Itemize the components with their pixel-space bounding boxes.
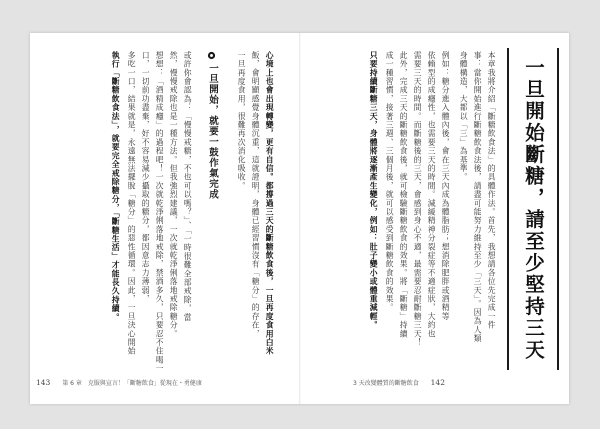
right-col-9-emphasis [366,51,380,329]
left-page-number: 143 [36,378,51,387]
right-col-5: 依賴型的成癮性，也需要三天的時間。減緩精神分裂症等不適症狀，大約也 [427,51,437,339]
chapter-title: 一旦開始斷糖，請至少堅持三天 [522,57,545,361]
left-col-i-emphasis [108,51,122,322]
left-col-e: 然，慢慢戒除也是一種方法。但我強烈建議，一次就乾淨俐落地戒除糖分。 [169,51,179,339]
left-col-h: 多吃一口，結果就是，永遠無法擺脫「糖分」的惡性循環。因此，一旦決心開始 [127,51,137,356]
right-emphasis-text: 只要持續斷糖三天，身體將逐漸產生變化，例如：肚子變小或體重減輕。 [369,51,379,330]
right-col-1: 本章我將介紹「斷糖飲食法」的具體作法。首先，我想請各位先完成一件 [487,51,497,330]
left-footer-label: 第 6 章 克服與宣言！「斷糖飲食」從現在・勇健康 [62,380,202,387]
left-col-a-text: 心境上也會出現轉變，更有自信。都撐過三天的斷糖飲食後，一旦再度食用白米 [265,51,275,356]
right-col-7: 此外，完成三天的斷糖飲食後，就可檢驗斷糖飲食的效果。將「斷糖」持續 [399,51,409,339]
left-col-c: 一旦再度食用，很難再次消化吸收。 [237,51,247,191]
left-col-d: 或許你會認為：「慢慢戒糖，不也可以嗎？」、「一時很難全部戒除，當 [183,51,193,322]
book-spread [30,33,569,404]
right-col-3: 身體構造，大都以「三」為基準。 [459,51,469,182]
right-footer [353,378,445,387]
right-footer-label: 3 天改變體質的斷糖飲食 [353,380,419,387]
right-col-4: 例如：糖分進入體內後，會在三天內成為體脂肪；想消除肥胖或酒精等 [441,51,451,321]
right-col-8: 成一種習慣，接著三週、三個月後，就可以感受到斷糖飲食的效果。 [385,51,395,312]
left-col-b: 飯，會明顯感覺身體沉重，這就證明，身體已經習慣沒有「糖分」的存在， [251,51,261,339]
left-col-g: 口，一切前功盡棄，好不容易減少攝取的糖分，都因意志力薄弱， [141,51,151,304]
book-gutter [299,33,301,404]
right-col-2: 事：當你開始進行斷糖飲食法後，請盡可能努力維持至少「三天」。因為人類 [473,51,483,343]
section-subhead: 一旦開始，就要一鼓作氣完成 [207,63,218,200]
left-col-a [262,51,276,356]
left-footer [36,378,202,387]
chapter-title-box [507,48,559,370]
left-col-f: 想想：「酒精成癮」的過程吧！一次就乾淨俐落地戒除，禁酒多久，只要忍不住喝一 [155,51,165,373]
left-emphasis-text: 執行「斷糖飲食法」，就要完全戒除糖分，「斷糖生活」才能長久持續。 [111,51,121,322]
right-page-number: 142 [430,378,445,387]
circle-bullet-icon [207,51,216,60]
right-col-6: 需要三天的時間。而斷糖後的三天，會感到身心不適，最需要忍耐斷糖三天！ [413,51,423,347]
